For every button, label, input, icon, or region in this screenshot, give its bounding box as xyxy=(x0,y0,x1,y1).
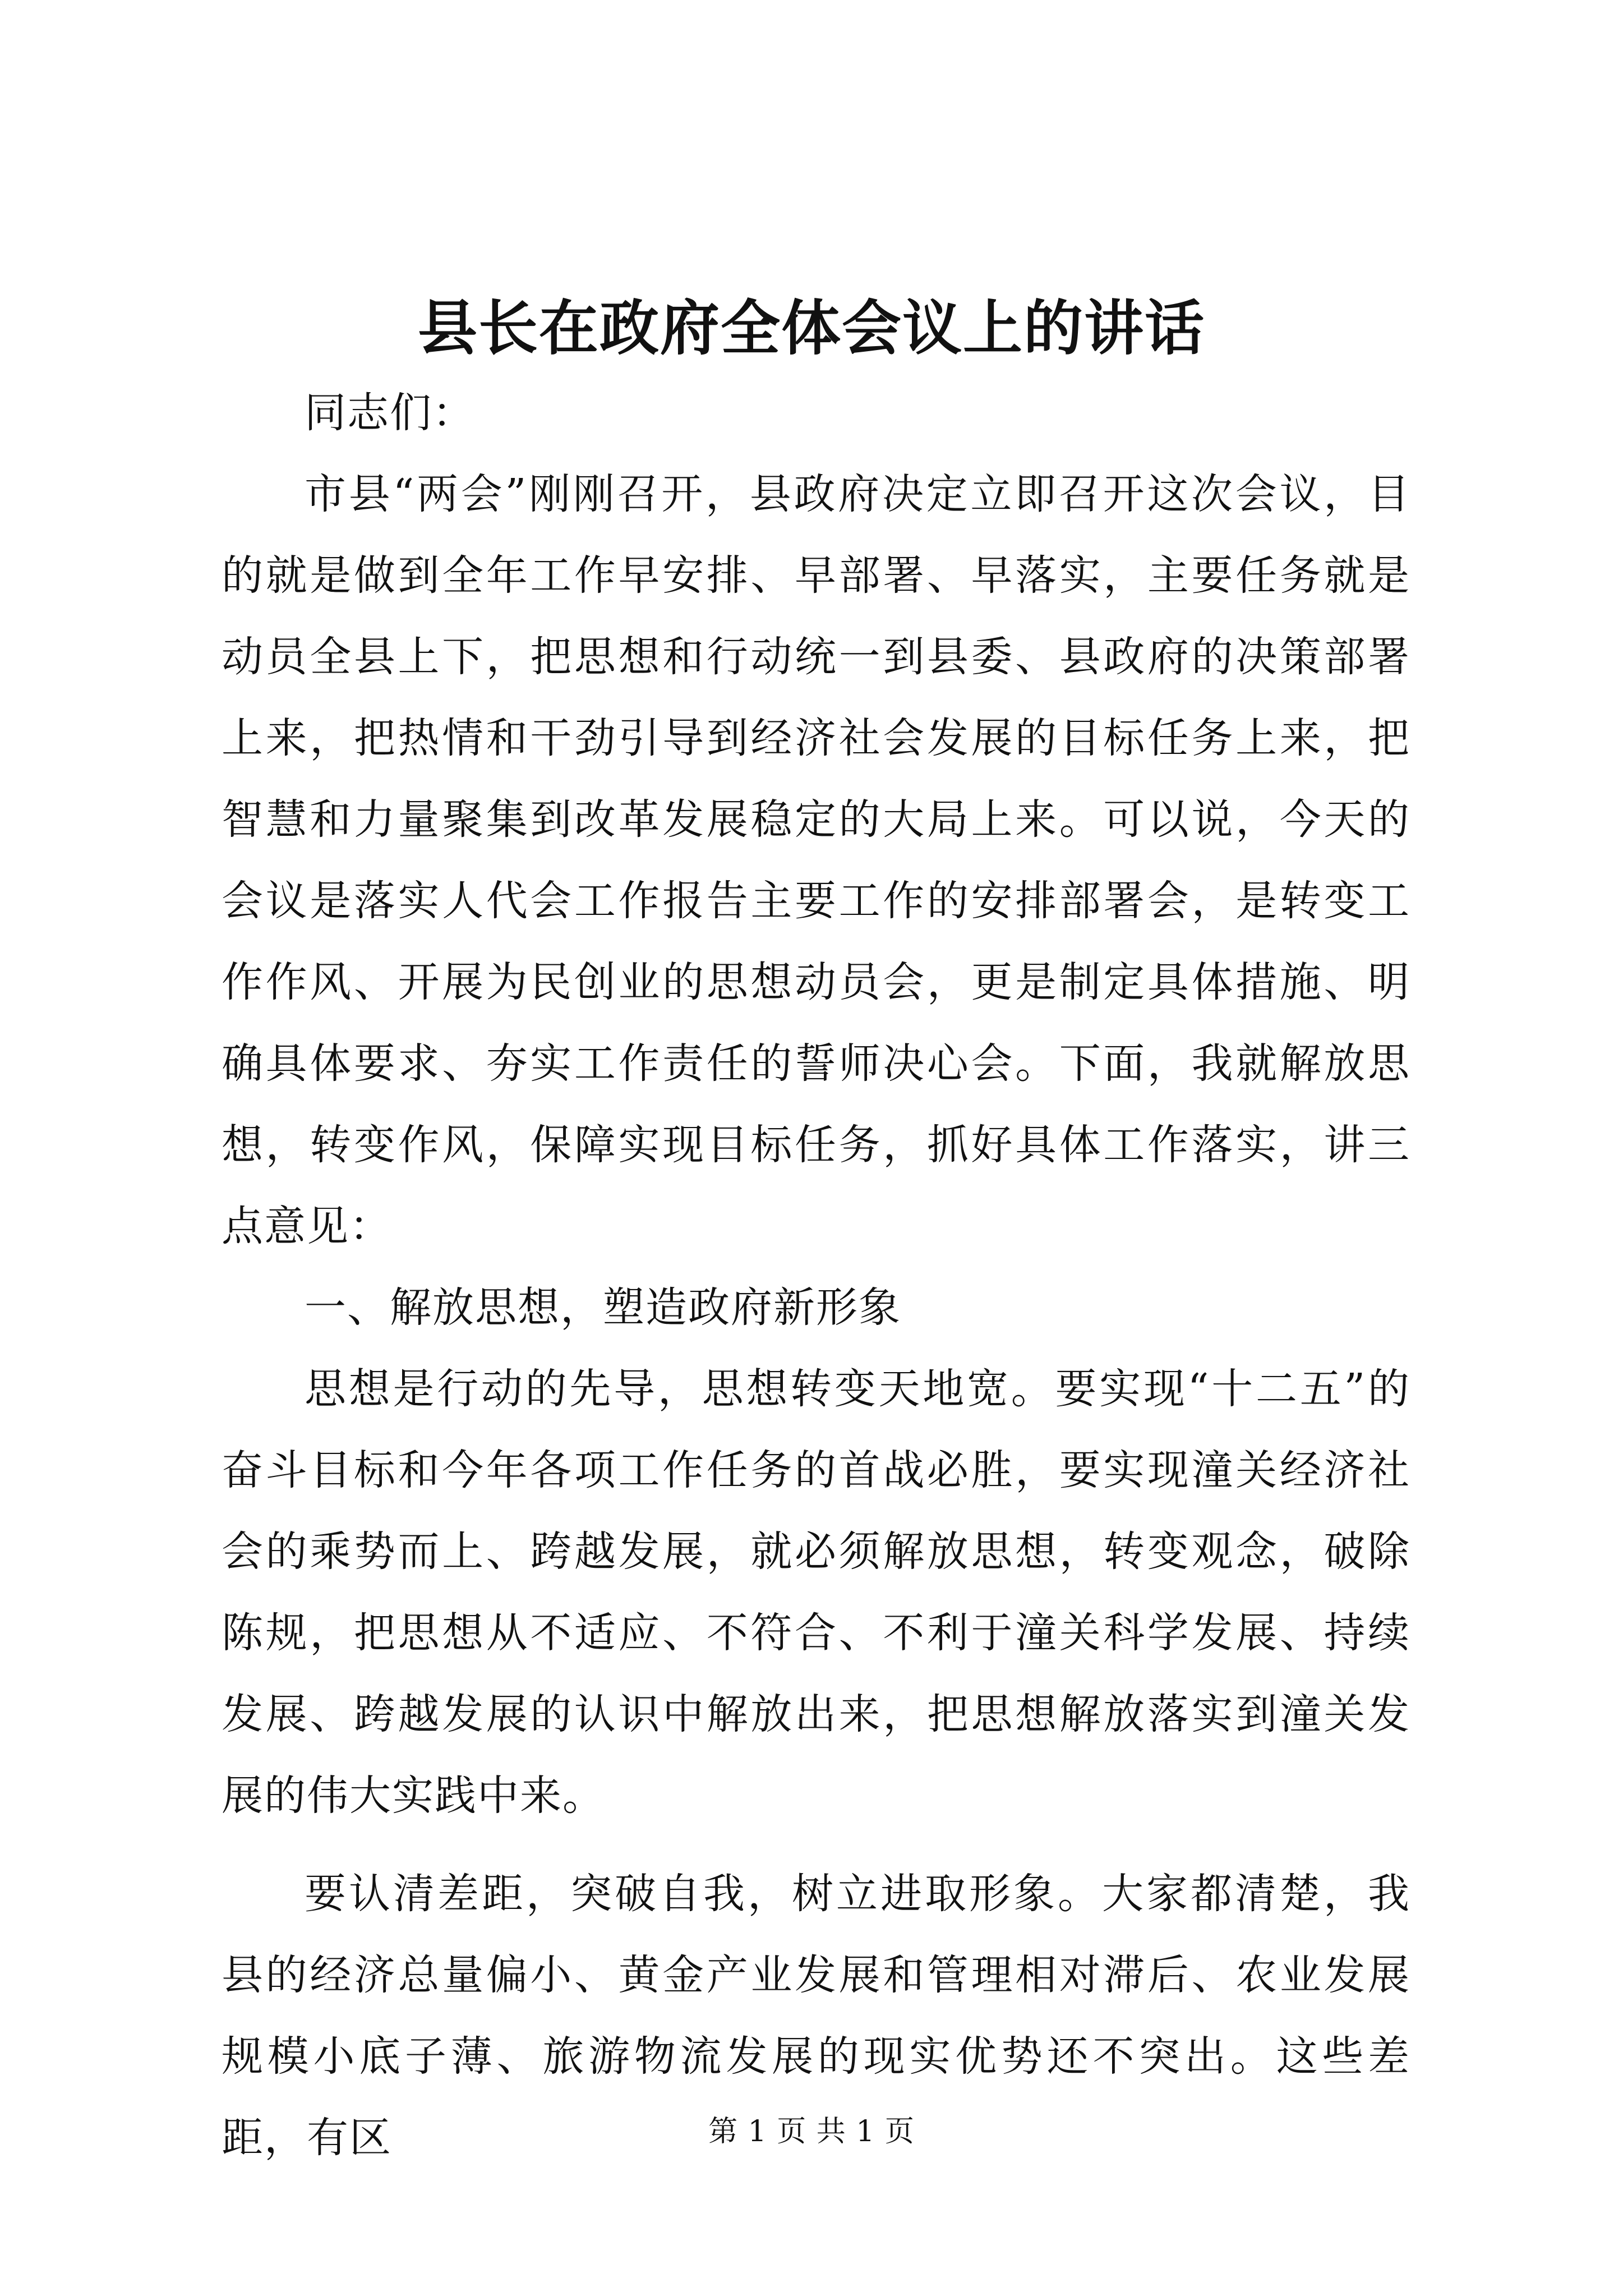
salutation: 同志们： xyxy=(305,389,475,437)
paragraph-thought: 思想是行动的先导，思想转变天地宽。要实现“十二五”的奋斗目标和今年各项工作任务的首战必胜，要实现潼关经济社会的乘势而上、跨越发展，就必须解放思想，转变观念，破除陈规，把思想从不适应、不符合、不利于潼关科学发展、持续发展、跨越发展的认识中解放出来，把思想解放落实到潼关发展的伟大实践中来。 xyxy=(222,1365,1410,1820)
paragraph-gap: 要认清差距，突破自我，树立进取形象。大家都清楚，我县的经济总量偏小、黄金产业发展和管理相对滞后、农业发展规模小底子薄、旅游物流发展的现实优势还不突出。这些差距，有区 xyxy=(222,1870,1410,2162)
document-body xyxy=(222,372,1410,2179)
document-title: 县长在政府全体会议上的讲话 xyxy=(418,293,1205,363)
page-footer: 第 1 页 共 1 页 xyxy=(708,2115,915,2148)
section-heading-1: 一、解放思想，塑造政府新形象 xyxy=(305,1283,901,1332)
paragraph-intro: 市县“两会”刚刚召开，县政府决定立即召开这次会议，目的就是做到全年工作早安排、早部署、早落实，主要任务就是动员全县上下，把思想和行动统一到县委、县政府的决策部署上来，把热情和干劲引导到经济社会发展的目标任务上来，把智慧和力量聚集到改革发展稳定的大局上来。可以说，今天的会议是落实人代会工作报告主要工作的安排部署会，是转变工作作风、开展为民创业的思想动员会，更是制定具体措施、明确具体要求、夯实工作责任的誓师决心会。下面，我就解放思想，转变作风，保障实现目标任务，抓好具体工作落实，讲三点意见： xyxy=(222,470,1410,1250)
